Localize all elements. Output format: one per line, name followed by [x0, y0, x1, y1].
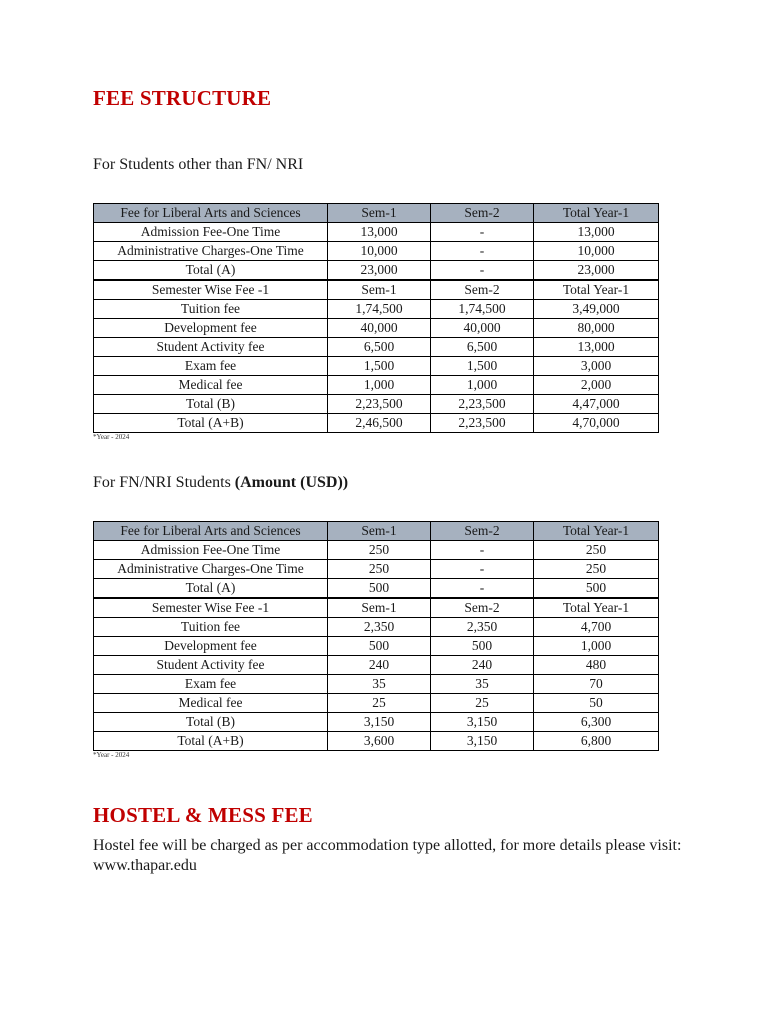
table-row: [94, 656, 659, 675]
table-cell: 250: [328, 560, 431, 579]
table-row: [94, 598, 659, 618]
table-cell: -: [431, 541, 534, 560]
table-cell: 50: [534, 694, 659, 713]
table-cell: Administrative Charges-One Time: [94, 560, 328, 579]
table-cell: Medical fee: [94, 694, 328, 713]
table-cell: 1,74,500: [431, 300, 534, 319]
table-row: [94, 541, 659, 560]
table-cell: Sem-1: [328, 280, 431, 300]
table-row: [94, 376, 659, 395]
table-cell: 250: [534, 560, 659, 579]
table-row: [94, 395, 659, 414]
table-row: [94, 732, 659, 751]
nri-students-subtitle: [93, 474, 348, 492]
table-row: [94, 637, 659, 656]
table-cell: 40,000: [328, 319, 431, 338]
table-cell: 3,000: [534, 357, 659, 376]
table-cell: Semester Wise Fee -1: [94, 280, 328, 300]
table-header-row: [94, 522, 659, 541]
table-row: [94, 414, 659, 433]
column-header: Sem-1: [328, 522, 431, 541]
nri-subtitle-text: For FN/NRI Students: [93, 474, 235, 491]
table-cell: 70: [534, 675, 659, 694]
table-cell: 3,600: [328, 732, 431, 751]
table-cell: 3,49,000: [534, 300, 659, 319]
table-cell: Tuition fee: [94, 300, 328, 319]
hostel-mess-heading: HOSTEL & MESS FEE: [93, 803, 313, 827]
table-row: [94, 357, 659, 376]
table-cell: Tuition fee: [94, 618, 328, 637]
table-row: [94, 242, 659, 261]
table-cell: Sem-2: [431, 280, 534, 300]
column-header: Sem-2: [431, 204, 534, 223]
table-cell: Total (A): [94, 579, 328, 599]
table-cell: 1,500: [431, 357, 534, 376]
table-cell: 4,47,000: [534, 395, 659, 414]
table-cell: Total Year-1: [534, 598, 659, 618]
table-cell: 80,000: [534, 319, 659, 338]
table-cell: Total (B): [94, 395, 328, 414]
domestic-students-subtitle: For Students other than FN/ NRI: [93, 156, 304, 173]
table-cell: 35: [328, 675, 431, 694]
table-cell: 500: [328, 637, 431, 656]
table-cell: 25: [328, 694, 431, 713]
table-cell: Semester Wise Fee -1: [94, 598, 328, 618]
table-row: [94, 675, 659, 694]
table-row: [94, 618, 659, 637]
table-cell: Sem-1: [328, 598, 431, 618]
table-cell: Total Year-1: [534, 280, 659, 300]
column-header: Sem-2: [431, 522, 534, 541]
table-cell: 4,70,000: [534, 414, 659, 433]
table-cell: 2,23,500: [328, 395, 431, 414]
table-cell: 40,000: [431, 319, 534, 338]
hostel-fee-text: Hostel fee will be charged as per accommodation type allotted, for more details please visit: www.thapar.edu: [93, 837, 682, 874]
table-cell: 1,000: [328, 376, 431, 395]
table-cell: 2,000: [534, 376, 659, 395]
table-cell: 3,150: [328, 713, 431, 732]
table-cell: 2,23,500: [431, 414, 534, 433]
table-cell: 240: [431, 656, 534, 675]
table-header-row: [94, 204, 659, 223]
table-cell: Development fee: [94, 319, 328, 338]
table-cell: 240: [328, 656, 431, 675]
table-row: [94, 713, 659, 732]
table-cell: 6,500: [431, 338, 534, 357]
table-row: [94, 560, 659, 579]
year-footnote: *Year - 2024: [93, 433, 130, 441]
table-cell: 13,000: [328, 223, 431, 242]
table-cell: 6,500: [328, 338, 431, 357]
table-cell: 6,300: [534, 713, 659, 732]
column-header: Total Year-1: [534, 204, 659, 223]
column-header: Fee for Liberal Arts and Sciences: [94, 522, 328, 541]
table-cell: 3,150: [431, 732, 534, 751]
table-cell: Total (A): [94, 261, 328, 281]
table-cell: 1,000: [431, 376, 534, 395]
table-cell: -: [431, 579, 534, 599]
table-cell: -: [431, 261, 534, 281]
table-cell: 2,46,500: [328, 414, 431, 433]
table-cell: 500: [534, 579, 659, 599]
table-cell: Exam fee: [94, 675, 328, 694]
table-cell: 480: [534, 656, 659, 675]
column-header: Sem-1: [328, 204, 431, 223]
table-cell: Admission Fee-One Time: [94, 541, 328, 560]
table-cell: -: [431, 223, 534, 242]
table-cell: Exam fee: [94, 357, 328, 376]
column-header: Fee for Liberal Arts and Sciences: [94, 204, 328, 223]
table-row: [94, 300, 659, 319]
table-cell: 10,000: [534, 242, 659, 261]
table-cell: 250: [328, 541, 431, 560]
table-cell: Admission Fee-One Time: [94, 223, 328, 242]
table-cell: 500: [431, 637, 534, 656]
table-row: [94, 223, 659, 242]
table-row: [94, 338, 659, 357]
table-cell: 4,700: [534, 618, 659, 637]
table-cell: 1,74,500: [328, 300, 431, 319]
table-cell: -: [431, 560, 534, 579]
table-cell: 3,150: [431, 713, 534, 732]
column-header: Total Year-1: [534, 522, 659, 541]
table-cell: 25: [431, 694, 534, 713]
year-footnote: *Year - 2024: [93, 751, 130, 759]
table-cell: Medical fee: [94, 376, 328, 395]
table-cell: Student Activity fee: [94, 338, 328, 357]
table-cell: Administrative Charges-One Time: [94, 242, 328, 261]
table-cell: 1,000: [534, 637, 659, 656]
table-cell: Development fee: [94, 637, 328, 656]
currency-note: (Amount (USD)): [234, 474, 349, 491]
domestic-fee-table: [93, 203, 659, 433]
table-row: [94, 319, 659, 338]
table-cell: 13,000: [534, 223, 659, 242]
table-row: [94, 280, 659, 300]
table-cell: Total (A+B): [94, 732, 328, 751]
table-cell: 23,000: [534, 261, 659, 281]
table-cell: 35: [431, 675, 534, 694]
table-cell: Student Activity fee: [94, 656, 328, 675]
table-row: [94, 694, 659, 713]
table-row: [94, 579, 659, 599]
table-cell: 2,350: [431, 618, 534, 637]
table-cell: 10,000: [328, 242, 431, 261]
table-cell: 23,000: [328, 261, 431, 281]
fee-structure-heading: FEE STRUCTURE: [93, 86, 272, 110]
table-cell: 2,350: [328, 618, 431, 637]
table-cell: 13,000: [534, 338, 659, 357]
table-cell: 6,800: [534, 732, 659, 751]
table-cell: 250: [534, 541, 659, 560]
table-cell: -: [431, 242, 534, 261]
table-cell: Total (B): [94, 713, 328, 732]
table-cell: 1,500: [328, 357, 431, 376]
table-row: [94, 261, 659, 281]
nri-fee-table: [93, 521, 659, 751]
table-cell: 2,23,500: [431, 395, 534, 414]
table-cell: 500: [328, 579, 431, 599]
table-cell: Total (A+B): [94, 414, 328, 433]
table-cell: Sem-2: [431, 598, 534, 618]
